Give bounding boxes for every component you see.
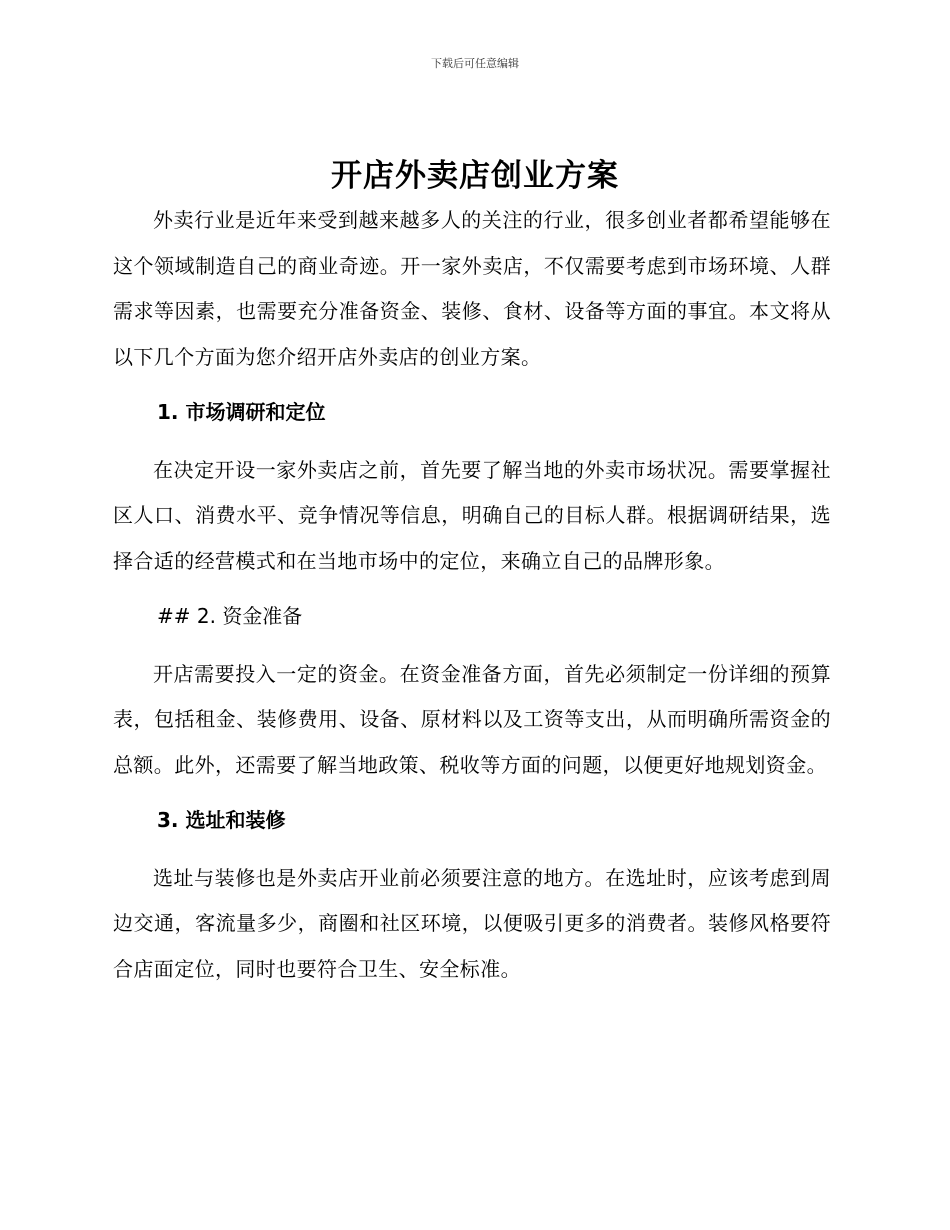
- section-body-location-decoration: 选址与装修也是外卖店开业前必须要注意的地方。在选址时，应该考虑到周边交通，客流量多少，商圈和社区环境，以便吸引更多的消费者。装修风格要符合店面定位，同时也要符合卫生、安全标准。: [113, 865, 831, 981]
- document-body: [113, 198, 831, 992]
- section-heading-market-research: 1. 市场调研和定位: [157, 400, 326, 424]
- document-title: 开店外卖店创业方案: [331, 158, 619, 194]
- section-heading-location-decoration: 3. 选址和装修: [157, 808, 286, 832]
- section-heading-funding: ## 2. 资金准备: [157, 604, 303, 628]
- section-body-market-research: 在决定开设一家外卖店之前，首先要了解当地的外卖市场状况。需要掌握社区人口、消费水平、竞争情况等信息，明确自己的目标人群。根据调研结果，选择合适的经营模式和在当地市场中的定位，来确立自己的品牌形象。: [113, 457, 831, 573]
- intro-paragraph: 外卖行业是近年来受到越来越多人的关注的行业，很多创业者都希望能够在这个领域制造自己的商业奇迹。开一家外卖店，不仅需要考虑到市场环境、人群需求等因素，也需要充分准备资金、装修、食材、设备等方面的事宜。本文将从以下几个方面为您介绍开店外卖店的创业方案。: [113, 208, 831, 369]
- page-header-note: 下载后可任意编辑: [431, 57, 519, 70]
- section-body-funding: 开店需要投入一定的资金。在资金准备方面，首先必须制定一份详细的预算表，包括租金、装修费用、设备、原材料以及工资等支出，从而明确所需资金的总额。此外，还需要了解当地政策、税收等方面的问题，以便更好地规划资金。: [113, 661, 831, 777]
